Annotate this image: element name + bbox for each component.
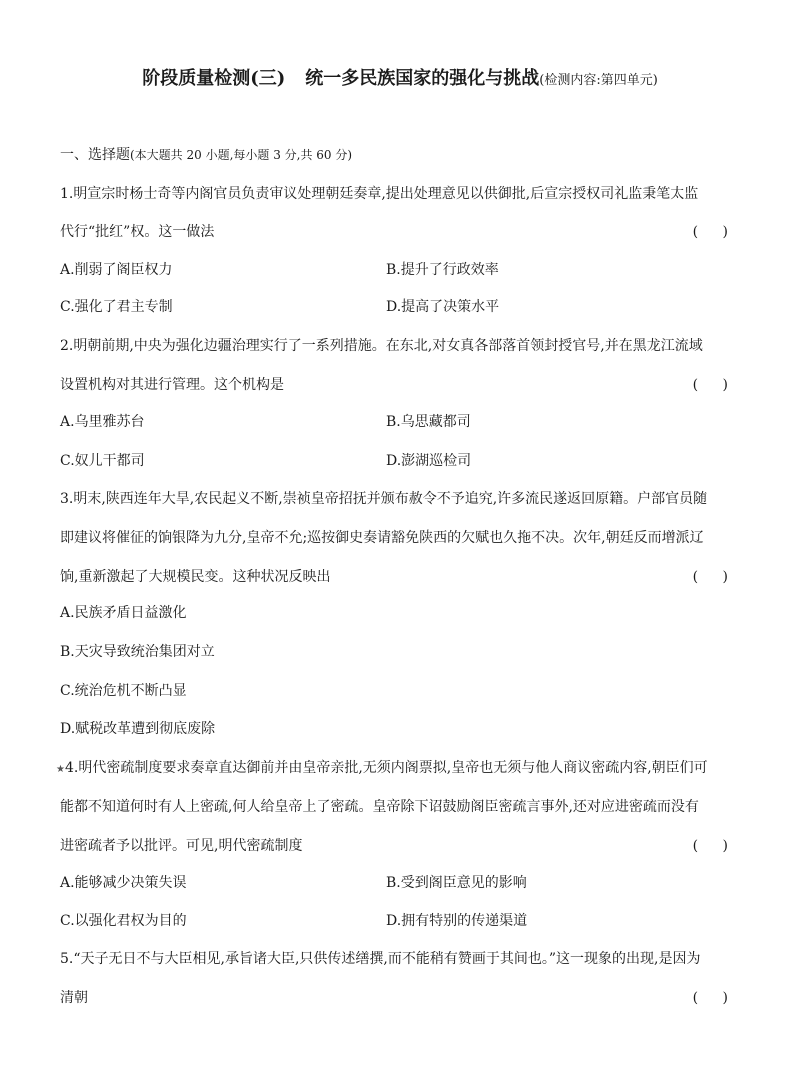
question-text: 即建议将催征的饷银降为九分,皇帝不允;巡按御史奏请豁免陕西的欠赋也久拖不决。次年,朝廷反而增派辽 [60,530,704,546]
section-heading [60,144,352,164]
question-text: 进密疏者予以批评。可见,明代密疏制度 [60,838,303,854]
answer-blank[interactable]: ( ) [692,377,738,393]
option-b: B.乌思藏都司 [386,414,471,430]
answer-blank[interactable]: ( ) [692,990,738,1006]
option-c: C.强化了君主专制 [60,299,173,315]
star-icon: ★ [56,764,65,775]
answer-blank[interactable]: ( ) [692,224,738,240]
exam-subject: 统一多民族国家的强化与挑战 [305,68,540,89]
option-d: D.赋税改革遭到彻底废除 [60,721,216,737]
option-a: A.能够减少决策失误 [60,875,187,891]
option-d: D.澎湖巡检司 [386,453,472,469]
option-b: B.受到阁臣意见的影响 [386,875,527,891]
question-text: 3.明末,陕西连年大旱,农民起义不断,崇祯皇帝招抚并颁布赦令不予追究,许多流民遂返回原籍。户部官员随 [60,491,708,507]
question-text: 饷,重新激起了大规模民变。这种状况反映出 [60,569,331,585]
exam-title: 阶段质量检测(三) [142,68,286,89]
option-c: C.奴儿干都司 [60,453,145,469]
section-title: 一、选择题 [60,147,130,163]
option-b: B.天灾导致统治集团对立 [60,644,215,660]
question-text-first-line: 4.明代密疏制度要求奏章直达御前并由皇帝亲批,无须内阁票拟,皇帝也无须与他人商议密疏内容,朝臣们可 [64,760,708,776]
option-a: A.削弱了阁臣权力 [60,262,173,278]
option-b: B.提升了行政效率 [386,262,499,278]
question-text: 设置机构对其进行管理。这个机构是 [60,377,284,393]
answer-blank[interactable]: ( ) [692,569,738,585]
page-title [60,64,740,90]
section-note: (本大题共 20 小题,每小题 3 分,共 60 分) [130,148,353,162]
question-text [56,758,736,780]
answer-blank[interactable]: ( ) [692,838,738,854]
question-text: 代行“批红”权。这一做法 [60,224,215,240]
option-a: A.民族矛盾日益激化 [60,605,187,621]
question-text: 5.“天子无日不与大臣相见,承旨诸大臣,只供传述缮撰,而不能稍有赞画于其间也。”这一现象的出现,是因为 [60,951,701,967]
question-text: 清朝 [60,990,88,1006]
question-text: 能都不知道何时有人上密疏,何人给皇帝上了密疏。皇帝除下诏鼓励阁臣密疏言事外,还对应进密疏而没有 [60,799,699,815]
exam-scope: (检测内容:第四单元) [539,73,658,88]
question-text: 2.明朝前期,中央为强化边疆治理实行了一系列措施。在东北,对女真各部落首领封授官号,并在黑龙江流域 [60,338,703,354]
option-a: A.乌里雅苏台 [60,414,145,430]
option-d: D.提高了决策水平 [386,299,500,315]
option-c: C.统治危机不断凸显 [60,683,187,699]
option-d: D.拥有特别的传递渠道 [386,913,528,929]
option-c: C.以强化君权为目的 [60,913,187,929]
question-text: 1.明宣宗时杨士奇等内阁官员负责审议处理朝廷奏章,提出处理意见以供御批,后宣宗授权司礼监秉笔太监 [60,186,699,202]
